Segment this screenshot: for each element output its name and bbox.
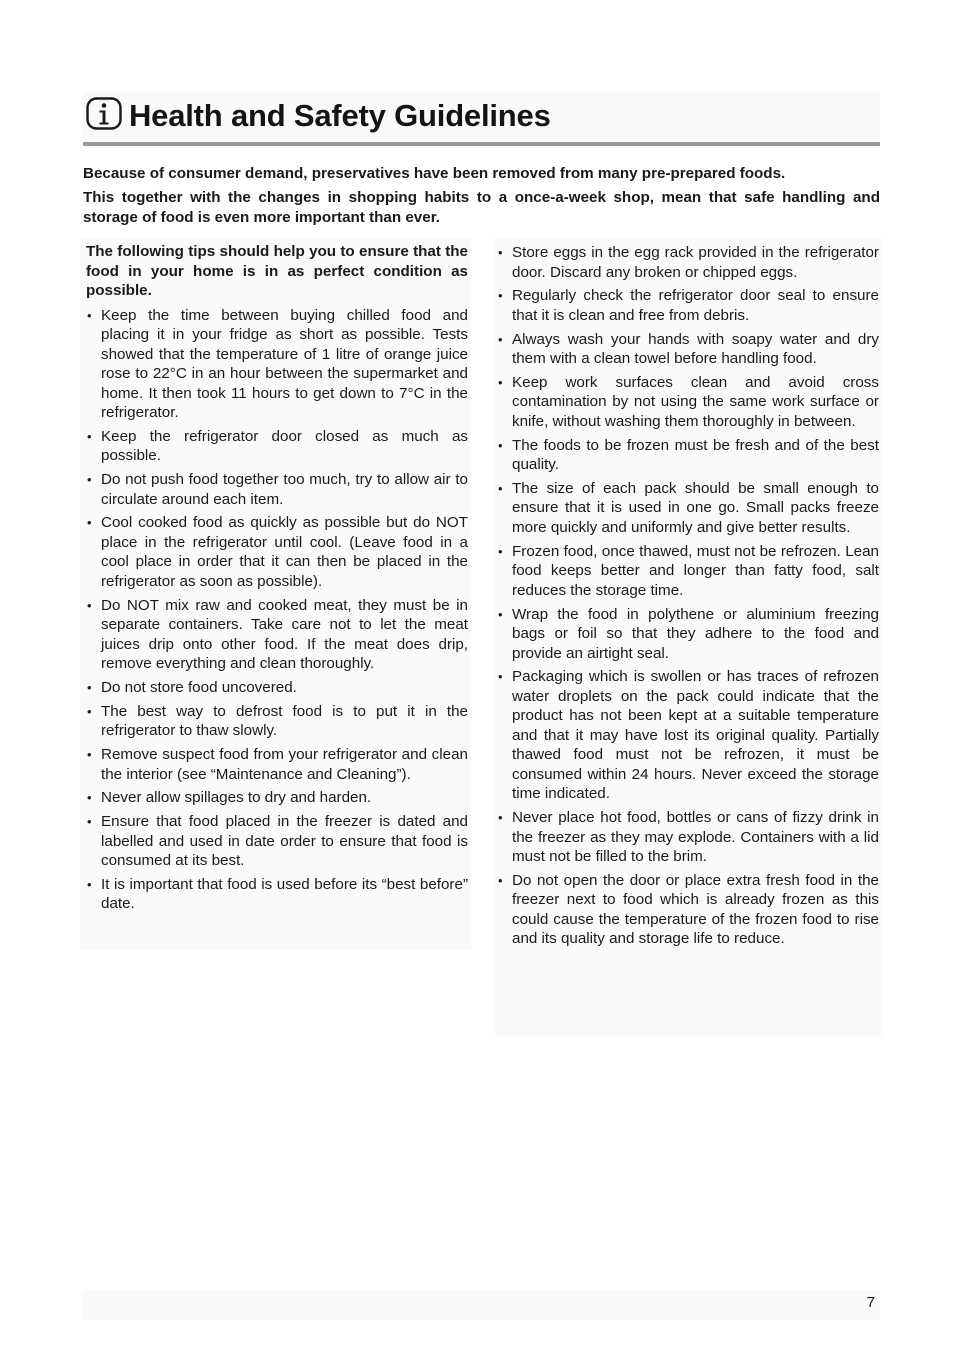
intro-paragraph: Because of consumer demand, preservatives have been removed from many pre-prepared foods.	[83, 165, 786, 182]
list-item: • Frozen food, once thawed, must not be refrozen. Lean food keeps better and longer than fatty food, salt reduces the storage time.	[497, 542, 879, 601]
list-item: • Keep the time between buying chilled food and placing it in your fridge as short as possible. Tests showed that the temperature of 1 litre of orange juice rose to 22°C in an hour between the supermarket and home. It then took 11 hours to get down to 7°C in the refrigerator.	[86, 306, 468, 423]
list-item: • It is important that food is used before its “best before” date.	[86, 875, 468, 914]
footer	[83, 1290, 880, 1320]
left-column	[80, 238, 471, 950]
left-tips-list	[86, 306, 468, 914]
right-column	[495, 238, 882, 1036]
page-title: Health and Safety Guidelines	[129, 98, 551, 133]
list-item: • The best way to defrost food is to put it in the refrigerator to thaw slowly.	[86, 702, 468, 741]
list-item: • Packaging which is swollen or has traces of refrozen water droplets on the pack could indicate that the product has not been kept at a suitable temperature and that it may have lost its original quality. Partially thawed food must not be refrozen, it must be consumed within 24 hours. Never exceed the storage time indicated.	[497, 667, 879, 804]
list-item: • Ensure that food placed in the freezer is dated and labelled and used in date order to ensure that food is consumed at its best.	[86, 812, 468, 871]
list-item: • Keep the refrigerator door closed as much as possible.	[86, 427, 468, 466]
list-item: • Never allow spillages to dry and harden.	[86, 788, 468, 808]
list-item: • Always wash your hands with soapy water and dry them with a clean towel before handling food.	[497, 330, 879, 369]
list-item: • Do not push food together too much, try to allow air to circulate around each item.	[86, 470, 468, 509]
list-item: • Store eggs in the egg rack provided in the refrigerator door. Discard any broken or chipped eggs.	[497, 243, 879, 282]
right-tips-list	[495, 243, 880, 949]
list-item: • Cool cooked food as quickly as possible but do NOT place in the refrigerator until cool. (Leave food in a cool place in order that it can then be placed in the refrigerator as soon as possible).	[86, 513, 468, 591]
list-item: • Remove suspect food from your refrigerator and clean the interior (see “Maintenance and Cleaning”).	[86, 745, 468, 784]
list-item: • Do not store food uncovered.	[86, 678, 468, 698]
page-number: 7	[866, 1294, 875, 1311]
intro-paragraph: This together with the changes in shopping habits to a once-a-week shop, mean that safe handling and storage of food is even more important than ever.	[83, 189, 880, 226]
list-item: • Do NOT mix raw and cooked meat, they must be in separate containers. Take care not to let the meat juices drip onto other food. If the meat does drip, remove everything and clean thoroughly.	[86, 596, 468, 674]
info-icon	[86, 97, 122, 133]
list-item: • The foods to be frozen must be fresh and of the best quality.	[497, 436, 879, 475]
title-block	[83, 92, 880, 146]
intro	[83, 164, 880, 232]
list-item: • Regularly check the refrigerator door seal to ensure that it is clean and free from debris.	[497, 286, 879, 325]
list-item: • The size of each pack should be small enough to ensure that it is used in one go. Small packs freeze more quickly and uniformly and give better results.	[497, 479, 879, 538]
list-item: • Never place hot food, bottles or cans of fizzy drink in the freezer as they may explode. Containers with a lid must not be filled to the brim.	[497, 808, 879, 867]
list-item: • Do not open the door or place extra fresh food in the freezer next to food which is already frozen as this could cause the temperature of the frozen food to rise and its quality and storage life to reduce.	[497, 871, 879, 949]
list-item: • Wrap the food in polythene or aluminium freezing bags or foil so that they adhere to the food and provide an airtight seal.	[497, 605, 879, 664]
lead-paragraph: The following tips should help you to ensure that the food in your home is in as perfect condition as possible.	[86, 243, 468, 299]
list-item: • Keep work surfaces clean and avoid cross contamination by not using the same work surface or knife, without washing them thoroughly in between.	[497, 373, 879, 432]
